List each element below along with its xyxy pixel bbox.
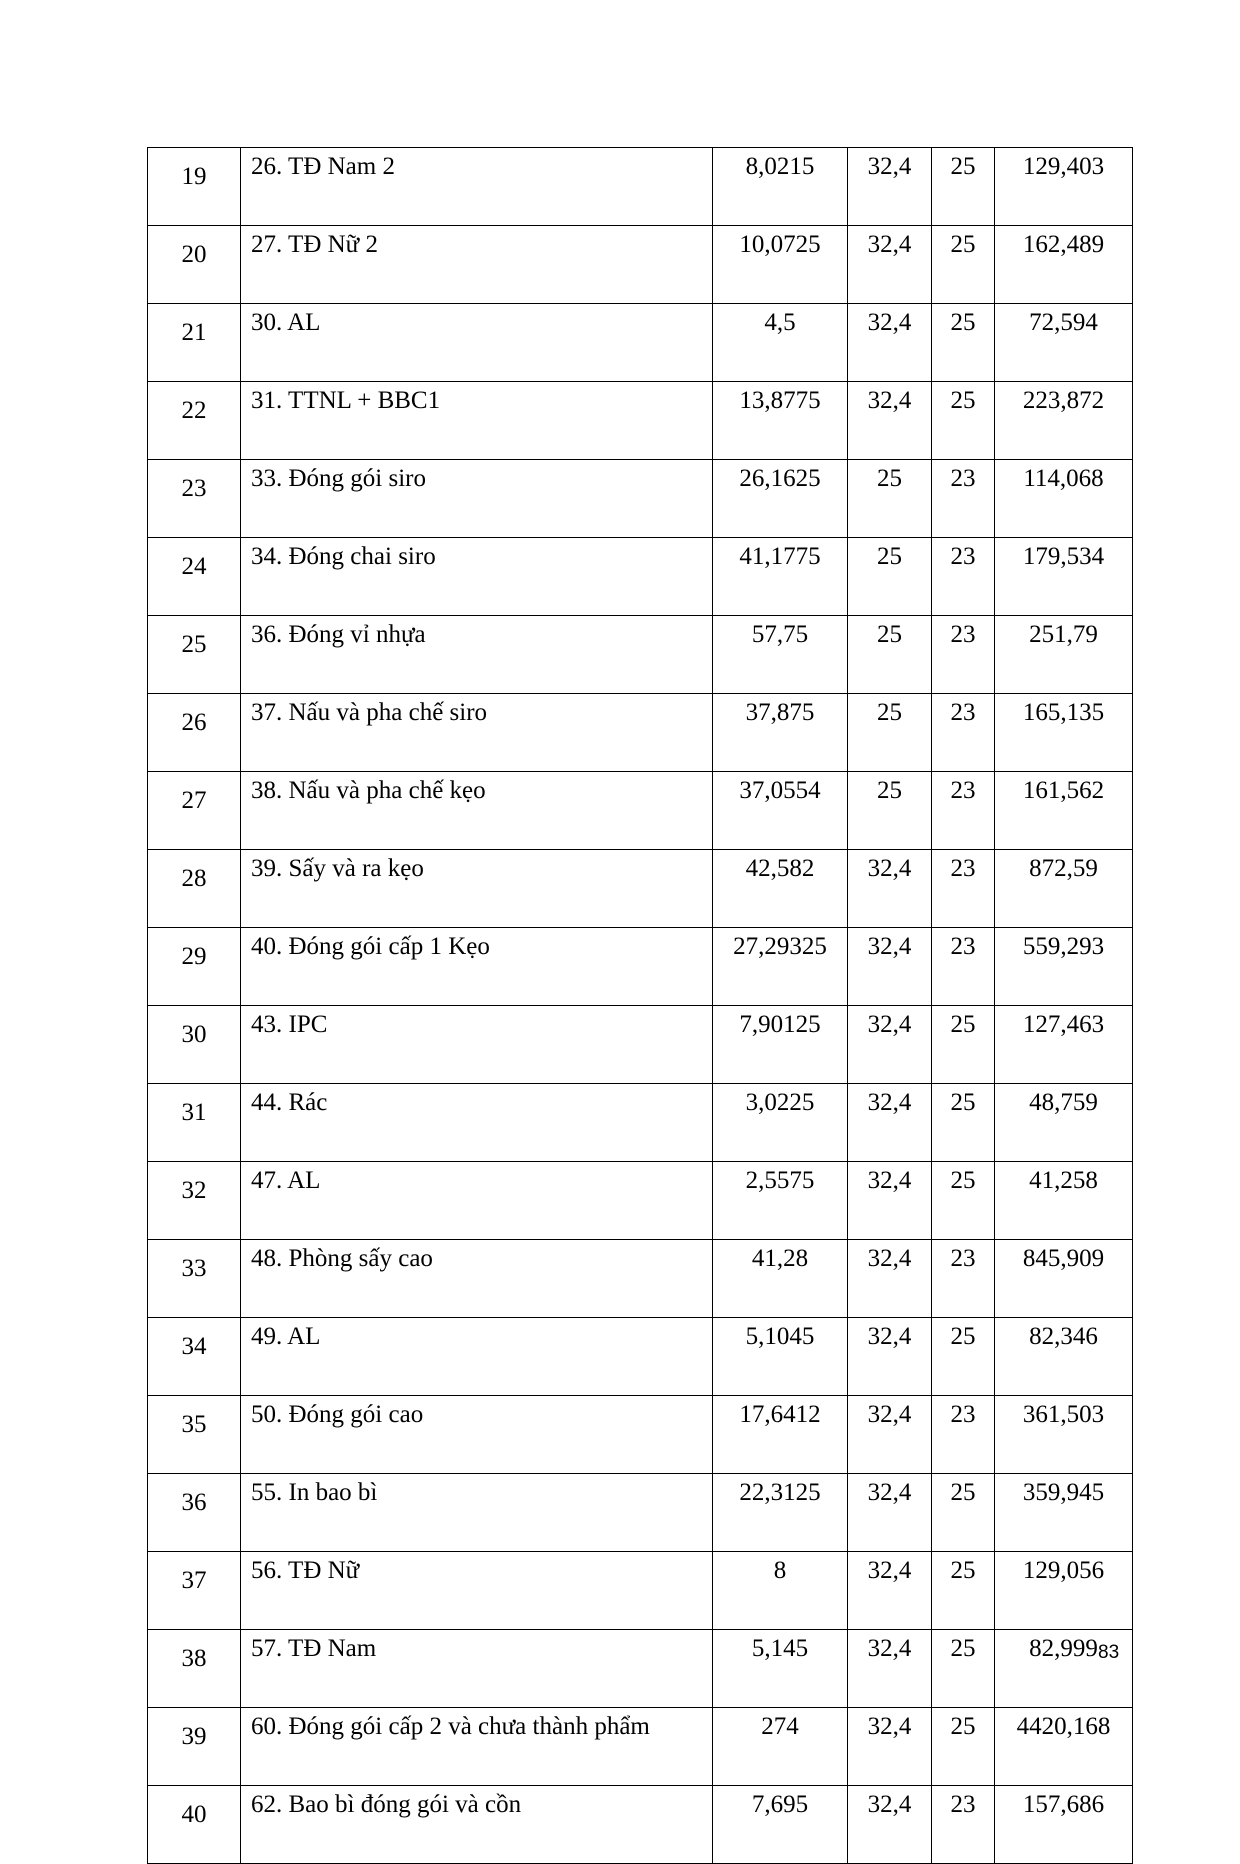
area-cell: 8,0215 <box>713 148 848 226</box>
heat-load-cell: 179,534 <box>995 538 1133 616</box>
room-name-cell: 30. AL <box>241 304 713 382</box>
table-row <box>148 382 1133 460</box>
table-row <box>148 1162 1133 1240</box>
outdoor-temp-cell: 32,4 <box>848 1552 932 1630</box>
room-name-cell: 60. Đóng gói cấp 2 và chưa thành phẩm <box>241 1708 713 1786</box>
room-name-cell: 40. Đóng gói cấp 1 Kẹo <box>241 928 713 1006</box>
area-cell: 37,875 <box>713 694 848 772</box>
area-cell: 7,695 <box>713 1786 848 1864</box>
row-number-cell: 25 <box>148 616 241 694</box>
indoor-temp-cell: 25 <box>932 1630 995 1708</box>
outdoor-temp-cell: 32,4 <box>848 1474 932 1552</box>
room-name-cell: 39. Sấy và ra kẹo <box>241 850 713 928</box>
row-number-cell: 24 <box>148 538 241 616</box>
indoor-temp-cell: 25 <box>932 1162 995 1240</box>
table-row <box>148 1552 1133 1630</box>
heat-load-cell: 559,293 <box>995 928 1133 1006</box>
heat-load-cell: 82,346 <box>995 1318 1133 1396</box>
row-number-cell: 19 <box>148 148 241 226</box>
outdoor-temp-cell: 25 <box>848 460 932 538</box>
outdoor-temp-cell: 32,4 <box>848 304 932 382</box>
table-row <box>148 1006 1133 1084</box>
indoor-temp-cell: 23 <box>932 928 995 1006</box>
indoor-temp-cell: 23 <box>932 460 995 538</box>
room-name-cell: 50. Đóng gói cao <box>241 1396 713 1474</box>
heat-load-cell: 361,503 <box>995 1396 1133 1474</box>
outdoor-temp-cell: 32,4 <box>848 1162 932 1240</box>
indoor-temp-cell: 25 <box>932 382 995 460</box>
outdoor-temp-cell: 25 <box>848 772 932 850</box>
area-cell: 8 <box>713 1552 848 1630</box>
heat-load-cell: 72,594 <box>995 304 1133 382</box>
indoor-temp-cell: 25 <box>932 148 995 226</box>
area-cell: 17,6412 <box>713 1396 848 1474</box>
room-name-cell: 27. TĐ Nữ 2 <box>241 226 713 304</box>
indoor-temp-cell: 23 <box>932 1786 995 1864</box>
outdoor-temp-cell: 32,4 <box>848 1318 932 1396</box>
row-number-cell: 27 <box>148 772 241 850</box>
row-number-cell: 31 <box>148 1084 241 1162</box>
room-name-cell: 57. TĐ Nam <box>241 1630 713 1708</box>
heat-load-cell: 872,59 <box>995 850 1133 928</box>
indoor-temp-cell: 23 <box>932 694 995 772</box>
row-number-cell: 32 <box>148 1162 241 1240</box>
area-cell: 26,1625 <box>713 460 848 538</box>
table-row <box>148 1708 1133 1786</box>
room-name-cell: 62. Bao bì đóng gói và cồn <box>241 1786 713 1864</box>
room-name-cell: 49. AL <box>241 1318 713 1396</box>
table-row <box>148 1786 1133 1864</box>
table-row <box>148 148 1133 226</box>
table-row <box>148 538 1133 616</box>
table-row <box>148 1396 1133 1474</box>
outdoor-temp-cell: 32,4 <box>848 1240 932 1318</box>
outdoor-temp-cell: 32,4 <box>848 148 932 226</box>
area-cell: 3,0225 <box>713 1084 848 1162</box>
outdoor-temp-cell: 32,4 <box>848 850 932 928</box>
table-body <box>148 148 1133 1864</box>
row-number-cell: 30 <box>148 1006 241 1084</box>
row-number-cell: 33 <box>148 1240 241 1318</box>
outdoor-temp-cell: 32,4 <box>848 1396 932 1474</box>
row-number-cell: 26 <box>148 694 241 772</box>
table-row <box>148 304 1133 382</box>
area-cell: 41,28 <box>713 1240 848 1318</box>
outdoor-temp-cell: 25 <box>848 694 932 772</box>
area-cell: 41,1775 <box>713 538 848 616</box>
area-cell: 5,145 <box>713 1630 848 1708</box>
outdoor-temp-cell: 32,4 <box>848 1630 932 1708</box>
indoor-temp-cell: 25 <box>932 1318 995 1396</box>
area-cell: 37,0554 <box>713 772 848 850</box>
table-row <box>148 1084 1133 1162</box>
indoor-temp-cell: 25 <box>932 1474 995 1552</box>
table-row <box>148 1630 1133 1708</box>
room-name-cell: 38. Nấu và pha chế kẹo <box>241 772 713 850</box>
indoor-temp-cell: 23 <box>932 616 995 694</box>
heat-load-cell: 359,945 <box>995 1474 1133 1552</box>
area-cell: 10,0725 <box>713 226 848 304</box>
heat-load-cell: 157,686 <box>995 1786 1133 1864</box>
table-row <box>148 928 1133 1006</box>
indoor-temp-cell: 25 <box>932 304 995 382</box>
heat-load-cell: 82,999 <box>995 1630 1133 1708</box>
row-number-cell: 29 <box>148 928 241 1006</box>
room-name-cell: 31. TTNL + BBC1 <box>241 382 713 460</box>
table-row <box>148 850 1133 928</box>
row-number-cell: 21 <box>148 304 241 382</box>
outdoor-temp-cell: 32,4 <box>848 1708 932 1786</box>
heat-load-cell: 114,068 <box>995 460 1133 538</box>
outdoor-temp-cell: 32,4 <box>848 1006 932 1084</box>
room-name-cell: 47. AL <box>241 1162 713 1240</box>
heat-load-cell: 41,258 <box>995 1162 1133 1240</box>
indoor-temp-cell: 25 <box>932 1006 995 1084</box>
room-name-cell: 37. Nấu và pha chế siro <box>241 694 713 772</box>
outdoor-temp-cell: 32,4 <box>848 382 932 460</box>
room-name-cell: 56. TĐ Nữ <box>241 1552 713 1630</box>
heat-load-cell: 162,489 <box>995 226 1133 304</box>
indoor-temp-cell: 23 <box>932 850 995 928</box>
room-name-cell: 34. Đóng chai siro <box>241 538 713 616</box>
outdoor-temp-cell: 32,4 <box>848 1786 932 1864</box>
indoor-temp-cell: 25 <box>932 1552 995 1630</box>
table-row <box>148 460 1133 538</box>
heat-load-cell: 251,79 <box>995 616 1133 694</box>
table-row <box>148 226 1133 304</box>
row-number-cell: 23 <box>148 460 241 538</box>
heat-load-cell: 4420,168 <box>995 1708 1133 1786</box>
area-cell: 13,8775 <box>713 382 848 460</box>
table-row <box>148 1474 1133 1552</box>
room-name-cell: 36. Đóng vỉ nhựa <box>241 616 713 694</box>
area-cell: 274 <box>713 1708 848 1786</box>
row-number-cell: 38 <box>148 1630 241 1708</box>
outdoor-temp-cell: 25 <box>848 538 932 616</box>
indoor-temp-cell: 25 <box>932 1708 995 1786</box>
indoor-temp-cell: 23 <box>932 1240 995 1318</box>
area-cell: 4,5 <box>713 304 848 382</box>
heat-load-cell: 223,872 <box>995 382 1133 460</box>
heat-load-cell: 161,562 <box>995 772 1133 850</box>
indoor-temp-cell: 23 <box>932 1396 995 1474</box>
indoor-temp-cell: 25 <box>932 1084 995 1162</box>
heat-load-cell: 48,759 <box>995 1084 1133 1162</box>
room-heat-load-table <box>147 147 1133 1864</box>
row-number-cell: 36 <box>148 1474 241 1552</box>
indoor-temp-cell: 23 <box>932 538 995 616</box>
row-number-cell: 37 <box>148 1552 241 1630</box>
indoor-temp-cell: 25 <box>932 226 995 304</box>
heat-load-cell: 129,403 <box>995 148 1133 226</box>
outdoor-temp-cell: 25 <box>848 616 932 694</box>
row-number-cell: 35 <box>148 1396 241 1474</box>
area-cell: 2,5575 <box>713 1162 848 1240</box>
row-number-cell: 20 <box>148 226 241 304</box>
heat-load-cell: 845,909 <box>995 1240 1133 1318</box>
room-name-cell: 48. Phòng sấy cao <box>241 1240 713 1318</box>
indoor-temp-cell: 23 <box>932 772 995 850</box>
area-cell: 22,3125 <box>713 1474 848 1552</box>
table-row <box>148 694 1133 772</box>
area-cell: 5,1045 <box>713 1318 848 1396</box>
room-name-cell: 26. TĐ Nam 2 <box>241 148 713 226</box>
row-number-cell: 22 <box>148 382 241 460</box>
heat-load-cell: 129,056 <box>995 1552 1133 1630</box>
room-name-cell: 55. In bao bì <box>241 1474 713 1552</box>
table-row <box>148 1318 1133 1396</box>
area-cell: 27,29325 <box>713 928 848 1006</box>
room-name-cell: 43. IPC <box>241 1006 713 1084</box>
outdoor-temp-cell: 32,4 <box>848 1084 932 1162</box>
row-number-cell: 34 <box>148 1318 241 1396</box>
area-cell: 7,90125 <box>713 1006 848 1084</box>
room-name-cell: 44. Rác <box>241 1084 713 1162</box>
table-row <box>148 772 1133 850</box>
page-number: 83 <box>1098 1642 1120 1663</box>
outdoor-temp-cell: 32,4 <box>848 928 932 1006</box>
row-number-cell: 39 <box>148 1708 241 1786</box>
table-row <box>148 1240 1133 1318</box>
outdoor-temp-cell: 32,4 <box>848 226 932 304</box>
heat-load-cell: 165,135 <box>995 694 1133 772</box>
area-cell: 42,582 <box>713 850 848 928</box>
area-cell: 57,75 <box>713 616 848 694</box>
table-row <box>148 616 1133 694</box>
row-number-cell: 40 <box>148 1786 241 1864</box>
heat-load-cell: 127,463 <box>995 1006 1133 1084</box>
room-name-cell: 33. Đóng gói siro <box>241 460 713 538</box>
row-number-cell: 28 <box>148 850 241 928</box>
